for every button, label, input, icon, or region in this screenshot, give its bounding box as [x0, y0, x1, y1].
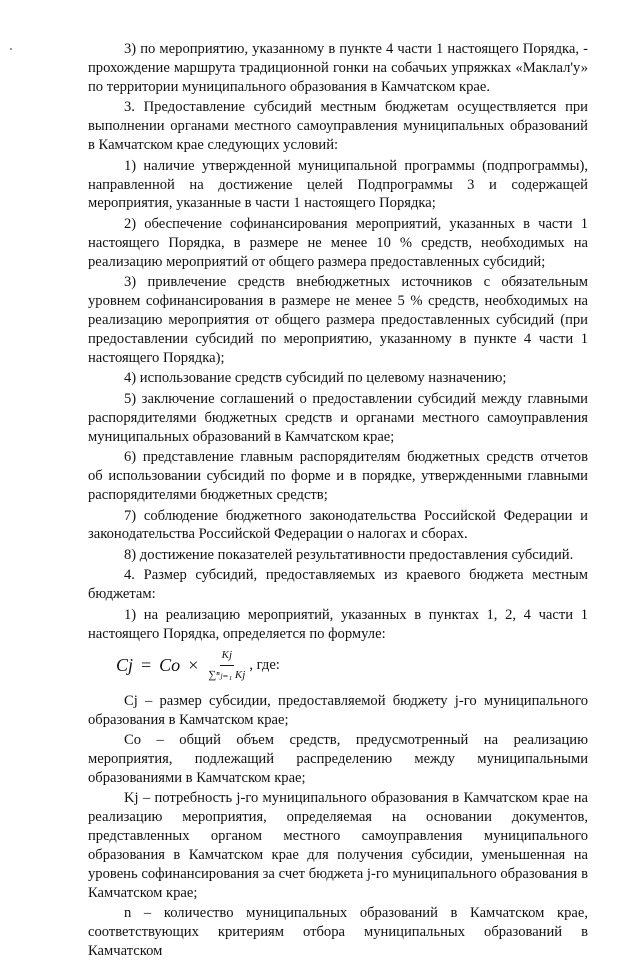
condition-5: 5) заключение соглашений о предоставлении субсидий между главными распорядителями бюджетных средств и органами местного самоуправления муниципальных образований в Камчатском крае; [88, 390, 588, 445]
scan-mark [10, 48, 12, 50]
formula-total: Co [159, 655, 181, 676]
condition-8: 8) достижение показателей результативности предоставления субсидий. [124, 546, 574, 563]
subsidy-formula [116, 646, 588, 686]
condition-3: 3) привлечение средств внебюджетных источников с обязательным уровнем софинансирования в размере не менее 5 % средств, необходимых на реализацию мероприятия от общего размера предоставленных субсидий (при предоставлении субсидий по мероприятию, указанному в пункте 4 части 1 настоящего Порядка); [88, 274, 588, 366]
document-body [88, 40, 588, 963]
condition-4: 4) использование средств субсидий по целевому назначению; [124, 370, 507, 387]
condition-6: 6) представление главным распорядителям бюджетных средств отчетов об использовании субсидий по форме и в порядке, утвержденными главными распорядителями бюджетных средств; [88, 449, 588, 503]
definition-co: Co – общий объем средств, предусмотренный на реализацию мероприятия, подлежащий распределению между муниципальными образованиями в Камчатском крае; [88, 732, 588, 786]
formula-fraction [208, 646, 245, 685]
definition-n: n – количество муниципальных образований в Камчатском крае, соответствующих критериям отбора муниципальных образований в Камчатском [88, 905, 588, 960]
formula-lhs: Cj [116, 655, 134, 676]
paragraph-item-3-route: 3) по мероприятию, указанному в пункте 4 части 1 настоящего Порядка, - прохождение маршрута традиционной гонки на собачьих упряжках «Маклал'у» по территории муниципального образования в Камчатском крае. [88, 41, 588, 95]
subsection-4-1: 1) на реализацию мероприятий, указанных в пунктах 1, 2, 4 части 1 настоящего Порядка, определяется по формуле: [88, 606, 588, 642]
condition-2: 2) обеспечение софинансирования мероприятий, указанных в части 1 настоящего Порядка, в размере не менее 10 % средств, необходимых на реализацию мероприятий от общего размера предоставленных субсидий; [88, 215, 588, 270]
formula-times: × [188, 655, 199, 676]
definition-kj: Kj – потребность j-го муниципального образования в Камчатском крае на реализацию мероприятия, определяемая на основании документов, представленных органом местного самоуправления муниципального образования в Камчатском крае для получения субсидии, уменьшенная на уровень софинансирования за счет бюджета j-го муниципального образования в Камчатском крае; [88, 790, 588, 901]
paragraph-section-3: 3. Предоставление субсидий местным бюджетам осуществляется при выполнении органами местного самоуправления муниципальных образований в Камчатском крае следующих условий: [88, 99, 588, 154]
formula-suffix: , где: [249, 657, 280, 674]
condition-7: 7) соблюдение бюджетного законодательства Российской Федерации и законодательства Российской Федерации о налогах и сборах. [88, 507, 588, 543]
formula-numerator: Kj [220, 646, 234, 666]
formula-equals: = [141, 655, 152, 676]
definition-cj: Cj – размер субсидии, предоставляемой бюджету j-го муниципального образования в Камчатском крае; [88, 692, 588, 728]
formula-denominator: ∑ⁿⱼ₌₁ Kj [208, 669, 246, 682]
condition-1: 1) наличие утвержденной муниципальной программы (подпрограммы), направленной на достижение целей Подпрограммы 3 и содержащей мероприятия, указанные в части 1 настоящего Порядка; [88, 157, 588, 212]
paragraph-section-4: 4. Размер субсидий, предоставляемых из краевого бюджета местным бюджетам: [88, 567, 588, 603]
